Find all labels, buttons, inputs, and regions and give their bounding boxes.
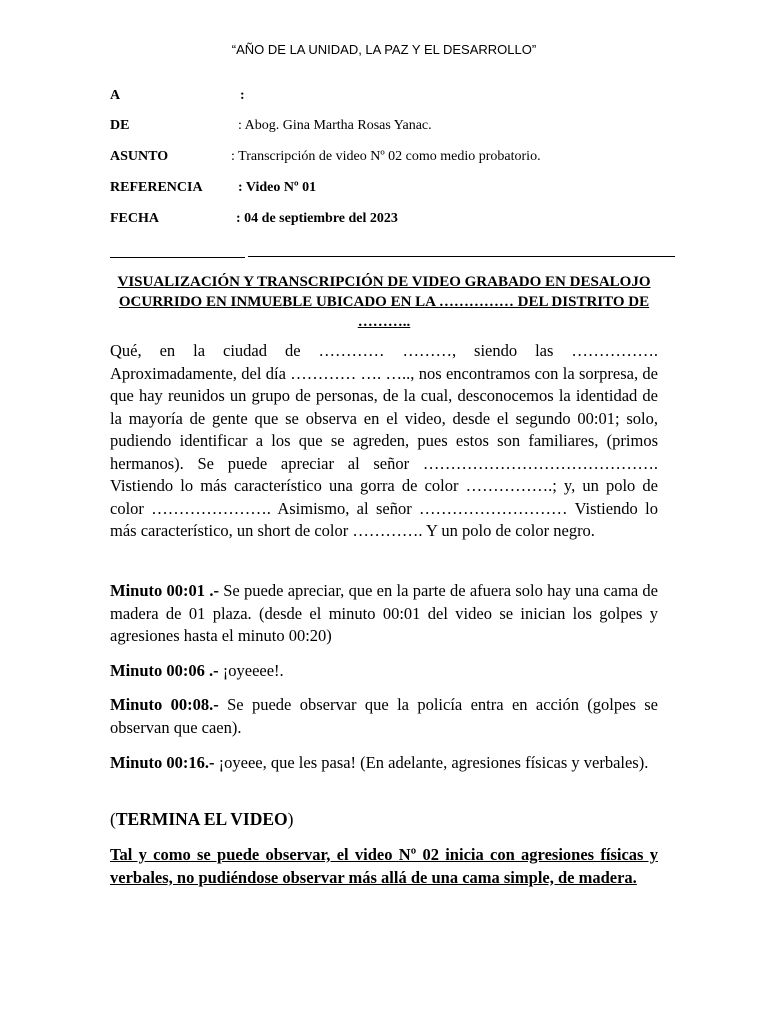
- minute-text: ¡oyeee, que les pasa! (En adelante, agresiones físicas y verbales).: [214, 753, 649, 772]
- minute-label: Minuto 00:08.-: [110, 695, 219, 714]
- intro-paragraph: Qué, en la ciudad de ………… ………, siendo las ……………. Aproximadamente, del día ………… …. ….., nos encontramos con la sorpresa, de que hay reunidos un grupo de personas, de la cual, desconocemos la identidad de la mayoría de gente que se observa en el video, desde el segundo 00:01; solo, pudiendo identificar a los que se agreden, pues estos son familiares, (primos hermanos). Se puede apreciar al señor ……………………………………. Vistiendo lo más característico una gorra de color …………….; y, un polo de color …………………. Asimismo, al señor ……………………… Vistiendo lo más característico, un short de color …………. Y un polo de color negro.: [110, 341, 658, 540]
- minute-label: Minuto 00:01 .-: [110, 581, 219, 600]
- minute-entry-1: [110, 580, 658, 648]
- minute-entry-2: [110, 660, 658, 683]
- minute-text: ¡oyeeee!.: [218, 661, 284, 680]
- memo-value-fecha: : 04 de septiembre del 2023: [236, 211, 398, 226]
- memo-value-asunto: : Transcripción de video Nº 02 como medio probatorio.: [231, 149, 541, 164]
- video-end-text: TERMINA EL VIDEO: [115, 809, 288, 829]
- minute-text: Se puede observar que la policía entra en acción (golpes se observan que caen).: [110, 695, 658, 737]
- memo-label-referencia: REFERENCIA: [110, 180, 203, 195]
- minute-label: Minuto 00:16.-: [110, 753, 215, 772]
- memo-label-asunto: ASUNTO: [110, 149, 169, 164]
- document-title: VISUALIZACIÓN Y TRANSCRIPCIÓN DE VIDEO GRABADO EN DESALOJO OCURRIDO EN INMUEBLE UBICADO EN LA …………… DEL DISTRITO DE ………..: [117, 274, 651, 330]
- conclusion-paragraph: Tal y como se puede observar, el video Nº 02 inicia con agresiones físicas y verbales, no pudiéndose observar más allá de una cama simple, de madera.: [110, 845, 658, 887]
- memo-value-de: : Abog. Gina Martha Rosas Yanac.: [238, 118, 432, 133]
- divider-right: [248, 256, 675, 257]
- memo-label-de: DE: [110, 118, 130, 133]
- memo-label-a: A: [110, 88, 121, 103]
- paren-close: ): [287, 809, 294, 829]
- year-motto: “AÑO DE LA UNIDAD, LA PAZ Y EL DESARROLLO”: [231, 42, 537, 57]
- paren-open: (: [110, 809, 116, 829]
- minute-label: Minuto 00:06 .-: [110, 661, 219, 680]
- memo-value-a: :: [240, 88, 245, 103]
- minute-text: Se puede apreciar, que en la parte de afuera solo hay una cama de madera de 01 plaza. (desde el minuto 00:01 del video se inician los golpes y agresiones hasta el minuto 00:20): [110, 581, 659, 645]
- minute-entry-3: [110, 694, 658, 739]
- divider-left: [110, 257, 245, 258]
- video-end-marker: [110, 808, 658, 831]
- memo-label-fecha: FECHA: [110, 211, 159, 226]
- memo-value-referencia: : Video Nº 01: [238, 180, 317, 195]
- minute-entry-4: [110, 752, 658, 775]
